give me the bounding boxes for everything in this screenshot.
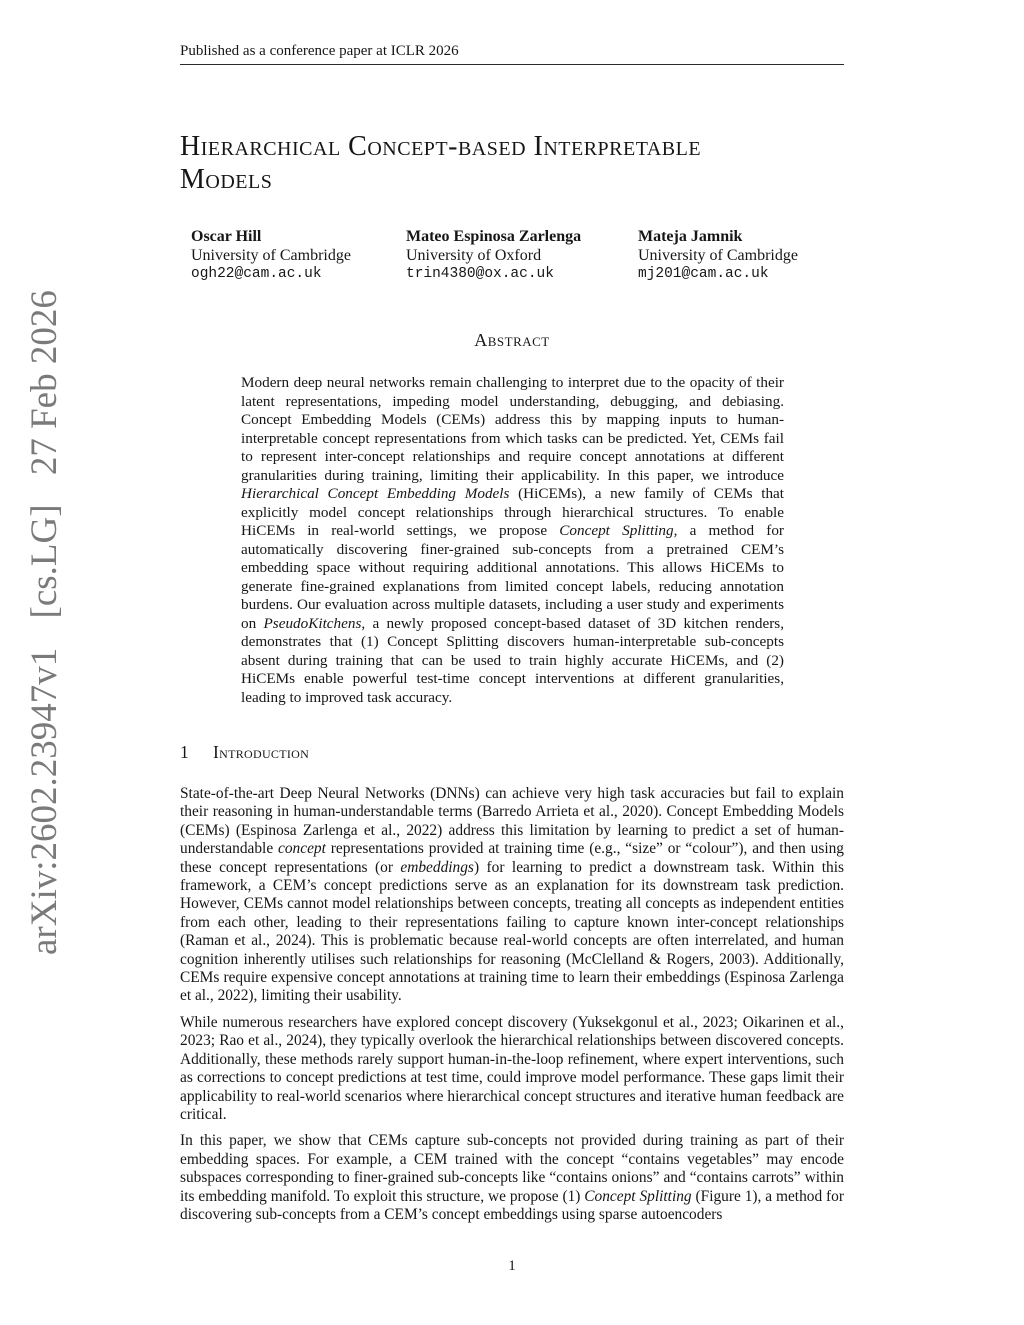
author-email: ogh22@cam.ac.uk: [191, 266, 322, 282]
abstract-text: , a newly proposed concept-based dataset of 3D kitchen renders, demonstrates that (1) Concept Splitting discovers human-interpretable sub-concepts absent during training that can be used to train highly accurate HiCEMs, and (2) HiCEMs enable powerful test-time concept interventions at different granularities, leading to improved task accuracy.: [241, 614, 785, 706]
title-line-1: Hierarchical Concept-based Interpretable: [180, 131, 702, 162]
section-title: Introduction: [213, 742, 310, 762]
arxiv-stamp: [20, 290, 70, 955]
paragraph: While numerous researchers have explored concept discovery (Yuksekgonul et al., 2023; Oikarinen et al., 2023; Rao et al., 2024), they typically overlook the hierarchical relationships between discovered concepts. Additionally, these methods rarely support human-in-the-loop refinement, where expert interventions, such as corrections to concept predictions at test time, could improve model performance. These gaps limit their applicability to real-world scenarios where hierarchical concept structures and iterative human feedback are critical.: [180, 1013, 844, 1123]
emphasis: concept: [278, 840, 326, 858]
author-affiliation: University of Cambridge: [191, 247, 351, 264]
author-block-1: [191, 227, 351, 284]
author-email: mj201@cam.ac.uk: [638, 266, 769, 282]
arxiv-category: [cs.LG]: [24, 504, 65, 619]
paragraph-text: State-of-the-art Deep Neural Networks (DNNs) can achieve very high task accuracies but fail to explain their reasoning in human-understandable terms (Barredo Arrieta et al., 2020). Concept Embedding Models (CEMs) (Espinosa Zarlenga et al., 2022) address this limitation by learning to predict a set of human-understandable: [180, 785, 844, 858]
abstract-heading: Abstract: [474, 330, 550, 350]
author-name: Mateja Jamnik: [638, 228, 743, 245]
author-affiliation: University of Cambridge: [638, 247, 798, 264]
paragraph-text: ) for learning to predict a downstream task. Within this framework, a CEM’s concept predictions serve as an explanation for its downstream task prediction. However, CEMs cannot model relationships between concepts, treating all concepts as independent entities from each other, leading to their representations failing to capture known inter-concept relationships (Raman et al., 2024). This is problematic because real-world concepts are often interrelated, and human cognition inherently utilises such relationships for reasoning (McClelland & Rogers, 2003). Additionally, CEMs require expensive concept annotations at training time to learn their embeddings (Espinosa Zarlenga et al., 2022), limiting their usability.: [180, 858, 844, 1005]
page-number: 1: [508, 1258, 516, 1274]
running-header: Published as a conference paper at ICLR 2026: [180, 43, 844, 65]
abstract-emphasis: Concept Splitting: [559, 522, 674, 539]
author-affiliation: University of Oxford: [406, 247, 542, 264]
abstract-emphasis: PseudoKitchens: [263, 614, 362, 632]
abstract-body: [241, 374, 784, 707]
section-heading-introduction: [180, 742, 309, 763]
paragraph-text: (Figure 1), a method for discovering sub-concepts from a CEM’s concept embeddings using sparse autoencoders: [180, 1187, 844, 1223]
title-line-2: Models: [180, 164, 273, 195]
introduction-body: [180, 785, 844, 1232]
arxiv-id: arXiv:2602.23947v1: [24, 647, 65, 955]
paragraph: [180, 785, 844, 1006]
author-name: Mateo Espinosa Zarlenga: [406, 228, 582, 245]
paper-title: [180, 130, 844, 196]
emphasis: embeddings: [400, 858, 474, 876]
author-email: trin4380@ox.ac.uk: [406, 266, 554, 282]
emphasis: Concept Splitting: [584, 1187, 692, 1205]
author-block-2: [406, 227, 581, 284]
arxiv-date: 27 Feb 2026: [24, 290, 65, 476]
author-block-3: [638, 227, 798, 284]
section-number: 1: [180, 742, 190, 762]
abstract-text: Modern deep neural networks remain challenging to interpret due to the opacity of their latent representations, impeding model understanding, debugging, and debiasing. Concept Embedding Models (CEMs) address this by mapping inputs to human-interpretable concept representations from which tasks can be predicted. Yet, CEMs fail to represent inter-concept relationships and require concept annotations at different granularities during training, limiting their applicability. In this paper, we introduce: [241, 374, 784, 484]
paragraph-text: In this paper, we show that CEMs capture sub-concepts not provided during training as part of their embedding spaces. For example, a CEM trained with the concept “contains vegetables” may encode subspaces corresponding to finer-grained sub-concepts like “contains onions” and “contains carrots” within its embedding manifold. To exploit this structure, we propose (1): [180, 1132, 844, 1205]
abstract-emphasis: Hierarchical Concept Embedding Models: [241, 485, 510, 502]
abstract-text: , a method for automatically discovering finer-grained sub-concepts from a pretrained CEM’s embedding space without requiring additional annotations. This allows HiCEMs to generate fine-grained explanations from limited concept labels, reducing annotation burdens. Our evaluation across multiple datasets, including a user study and experiments on: [241, 522, 784, 632]
author-name: Oscar Hill: [191, 228, 262, 245]
abstract-text: (HiCEMs), a new family of CEMs that explicitly model concept relationships through hierarchical structures. To enable HiCEMs in real-world settings, we propose: [241, 485, 785, 539]
paragraph-text: representations provided at training time (e.g., “size” or “colour”), and then using these concept representations (or: [180, 840, 844, 876]
paragraph: [180, 1132, 844, 1224]
